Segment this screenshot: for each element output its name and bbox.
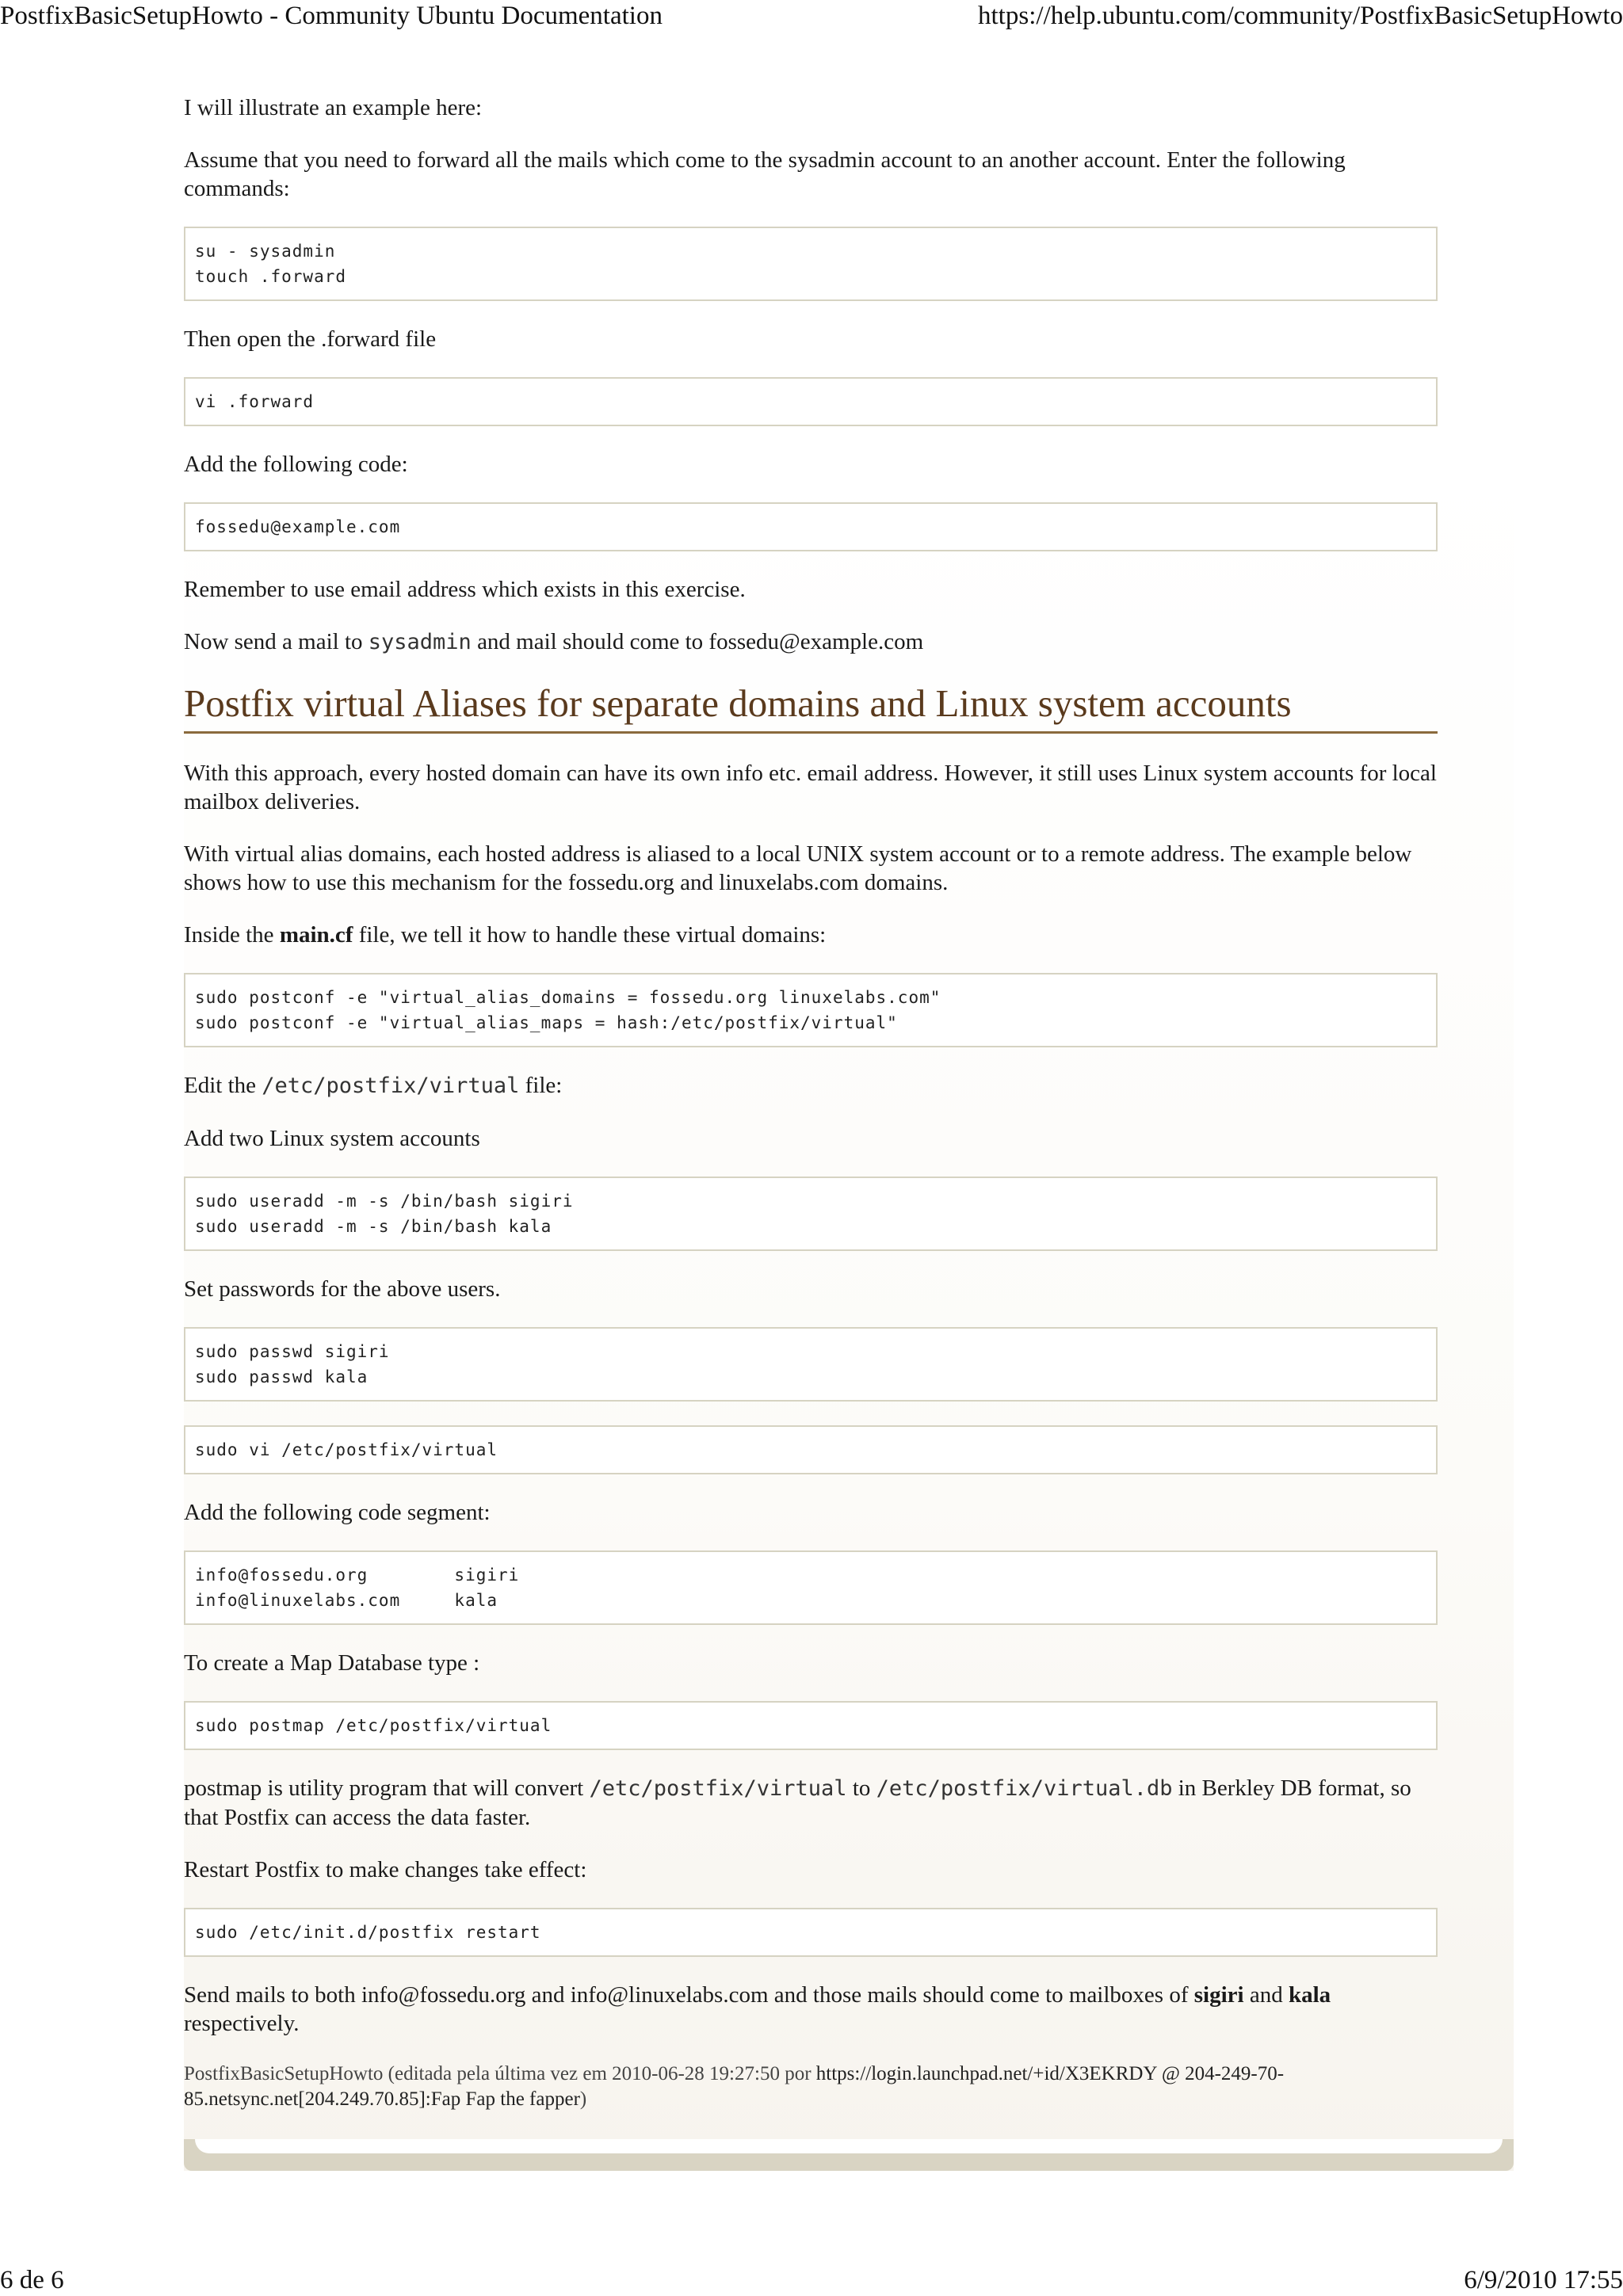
paragraph-send-mails: Send mails to both info@fossedu.org and info@linuxelabs.com and those mails should come to mailboxes of sigiri and kala respectively. — [184, 1982, 1331, 2036]
editor-link[interactable]: https://login.launchpad.net/+id/X3EKRDY @ 204-249-70-85.netsync.net[204.249.70.85]:Fap Fap the fapper — [184, 2063, 1285, 2110]
inline-code-virtual-path: /etc/postfix/virtual — [262, 1074, 520, 1098]
code-block-useradd: sudo useradd -m -s /bin/bash sigiri sudo useradd -m -s /bin/bash kala — [184, 1177, 1438, 1251]
inline-code-sysadmin: sysadmin — [368, 630, 472, 654]
bold-main-cf: main.cf — [279, 922, 353, 948]
bold-kala: kala — [1288, 1982, 1331, 2008]
main-content — [184, 93, 1438, 2164]
page-edit-info: PostfixBasicSetupHowto (editada pela última vez em 2010-06-28 19:27:50 por https://login.launchpad.net/+id/X3EKRDY @ 204-249-70-85.netsync.net[204.249.70.85]:Fap Fap the fapper) — [184, 2063, 1285, 2110]
paragraph-illustrate: I will illustrate an example here: — [184, 95, 483, 120]
paragraph-remember: Remember to use email address which exists in this exercise. — [184, 577, 746, 602]
page-url: https://help.ubuntu.com/community/PostfixBasicSetupHowto — [978, 2, 1623, 30]
bold-sigiri: sigiri — [1193, 1982, 1244, 2008]
code-block-postconf: sudo postconf -e "virtual_alias_domains = fossedu.org linuxelabs.com" sudo postconf -e "virtual_alias_maps = hash:/etc/postfix/virtual" — [184, 973, 1438, 1047]
page-number: 6 de 6 — [0, 2266, 64, 2294]
paragraph-add-segment: Add the following code segment: — [184, 1500, 491, 1525]
paragraph-add-code: Add the following code: — [184, 452, 408, 477]
code-block-postmap: sudo postmap /etc/postfix/virtual — [184, 1701, 1438, 1750]
code-block-vi-virtual: sudo vi /etc/postfix/virtual — [184, 1425, 1438, 1474]
page-bottom-border-inner — [195, 2139, 1503, 2153]
paragraph-assume: Assume that you need to forward all the mails which come to the sysadmin account to an another account. Enter the following commands: — [184, 147, 1346, 201]
code-block-forward-address: fossedu@example.com — [184, 502, 1438, 551]
section-heading: Postfix virtual Aliases for separate domains and Linux system accounts — [184, 681, 1438, 734]
paragraph-virtual-alias: With virtual alias domains, each hosted address is aliased to a local UNIX system account or to a remote address. The example below shows how to use this mechanism for the fossedu.org and linuxelabs.com domains. — [184, 841, 1412, 895]
code-block-vi-forward: vi .forward — [184, 377, 1438, 426]
inline-code-virtual-db: /etc/postfix/virtual.db — [876, 1776, 1173, 1801]
code-block-passwd: sudo passwd sigiri sudo passwd kala — [184, 1327, 1438, 1402]
paragraph-restart: Restart Postfix to make changes take effect: — [184, 1857, 587, 1882]
inline-code-virtual: /etc/postfix/virtual — [589, 1776, 847, 1801]
code-block-su-forward: su - sysadmin touch .forward — [184, 227, 1438, 301]
page-title: PostfixBasicSetupHowto - Community Ubuntu Documentation — [0, 2, 663, 30]
paragraph-add-accounts: Add two Linux system accounts — [184, 1126, 480, 1151]
code-block-restart: sudo /etc/init.d/postfix restart — [184, 1908, 1438, 1957]
paragraph-send-mail: Now send a mail to sysadmin and mail should come to fossedu@example.com — [184, 629, 924, 654]
paragraph-approach: With this approach, every hosted domain can have its own info etc. email address. However, it still uses Linux system accounts for local mailbox deliveries. — [184, 761, 1437, 814]
paragraph-set-passwords: Set passwords for the above users. — [184, 1276, 501, 1302]
print-datetime: 6/9/2010 17:55 — [1464, 2266, 1623, 2294]
paragraph-edit-virtual: Edit the /etc/postfix/virtual file: — [184, 1073, 563, 1098]
paragraph-postmap-explain: postmap is utility program that will convert /etc/postfix/virtual to /etc/postfix/virtual.db in Berkley DB format, so that Postfix can access the data faster. — [184, 1775, 1411, 1830]
paragraph-map-database: To create a Map Database type : — [184, 1650, 480, 1676]
paragraph-open-forward: Then open the .forward file — [184, 326, 437, 352]
page-bottom-border — [184, 2139, 1514, 2171]
code-block-alias-segment: info@fossedu.org sigiri info@linuxelabs.com kala — [184, 1550, 1438, 1625]
paragraph-inside-main-cf: Inside the main.cf file, we tell it how to handle these virtual domains: — [184, 922, 827, 948]
